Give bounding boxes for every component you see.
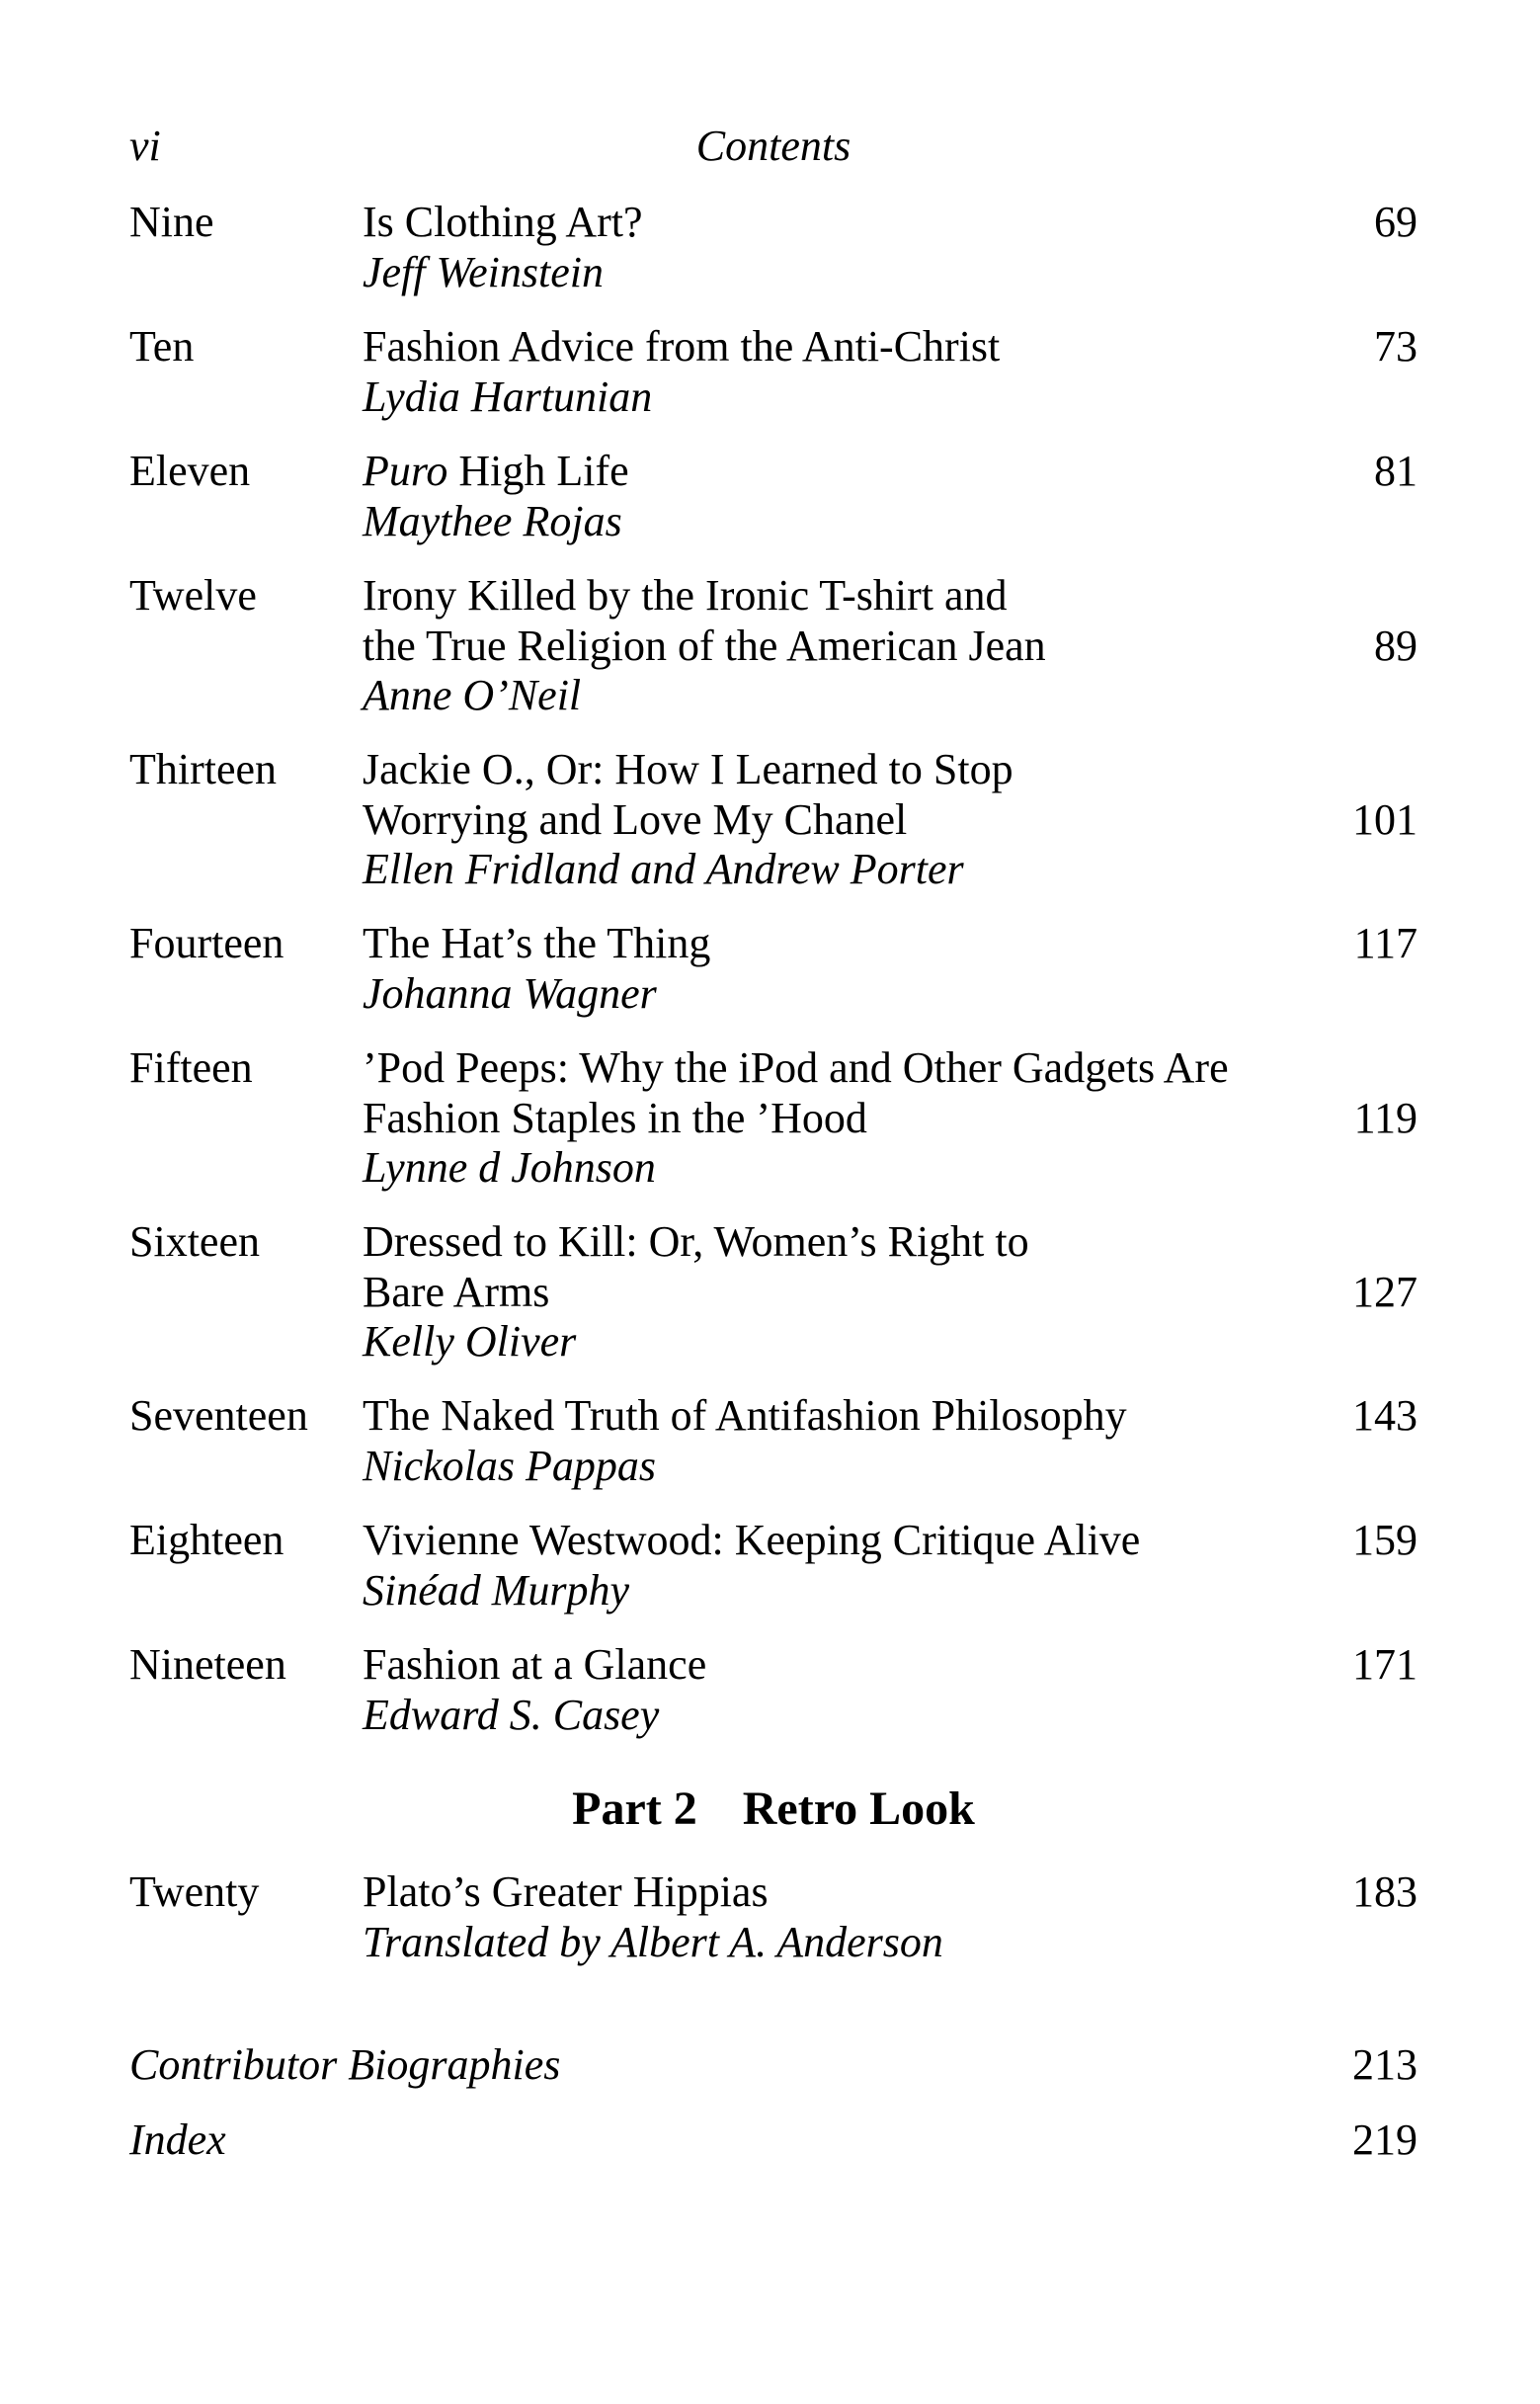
chapter-number: Twenty [129, 1867, 260, 1916]
chapter-number: Nineteen [129, 1640, 286, 1689]
chapter-title: Vivienne Westwood: Keeping Critique Alive [363, 1516, 1141, 1564]
entry-body [363, 571, 1311, 721]
page-header [129, 117, 1418, 176]
entry-body [363, 198, 1311, 297]
chapter-number: Fifteen [129, 1043, 253, 1092]
chapter-title: Plato’s Greater Hippias [363, 1867, 769, 1916]
backmatter-entry-index[interactable] [129, 2114, 1418, 2167]
page-number: 213 [1352, 2040, 1418, 2089]
chapter-author: Edward S. Casey [363, 1690, 660, 1739]
toc-entry[interactable] [129, 571, 1418, 729]
chapter-author: Ellen Fridland and Andrew Porter [363, 845, 964, 893]
backmatter-label: Contributor Biographies [129, 2040, 561, 2089]
chapter-title-rest: High Life [447, 447, 629, 495]
chapter-author: Anne O’Neil [363, 671, 582, 719]
chapter-title: The Hat’s the Thing [363, 919, 711, 967]
entry-body [363, 1043, 1311, 1194]
chapter-title-line-1: Jackie O., Or: How I Learned to Stop [363, 745, 1013, 793]
entry-body [363, 745, 1311, 895]
chapter-title: Is Clothing Art? [363, 198, 643, 246]
entry-body [363, 1217, 1311, 1368]
chapter-number: Sixteen [129, 1217, 260, 1266]
entry-body [363, 919, 1311, 1019]
chapter-title: Fashion at a Glance [363, 1640, 707, 1689]
toc-entry[interactable] [129, 1516, 1418, 1624]
toc-entry[interactable] [129, 919, 1418, 1028]
page-number: 159 [1352, 1516, 1418, 1564]
toc-entry[interactable] [129, 1043, 1418, 1202]
page-folio: vi [129, 122, 161, 170]
part-heading [129, 1780, 1418, 1839]
page-number: 101 [1352, 794, 1418, 844]
chapter-author: Sinéad Murphy [363, 1565, 630, 1615]
chapter-author: Translated by Albert A. Anderson [363, 1917, 943, 1966]
chapter-title [363, 447, 1311, 497]
entry-body [363, 1516, 1311, 1616]
toc-entry[interactable] [129, 745, 1418, 903]
chapter-author: Nickolas Pappas [363, 1441, 656, 1490]
chapter-title-line-1: Irony Killed by the Ironic T-shirt and [363, 571, 1008, 620]
entry-body [363, 1391, 1311, 1491]
chapter-author: Kelly Oliver [363, 1317, 577, 1366]
page-number: 81 [1374, 447, 1418, 495]
backmatter-label: Index [129, 2115, 226, 2164]
page-number: 73 [1374, 322, 1418, 371]
chapter-title-line-2: Bare Arms [363, 1267, 550, 1316]
page-number: 89 [1374, 621, 1418, 670]
page-number: 171 [1352, 1640, 1418, 1689]
chapter-number: Eleven [129, 447, 251, 495]
toc-entry[interactable] [129, 1391, 1418, 1500]
entry-body [363, 447, 1311, 546]
chapter-title-line-2: the True Religion of the American Jean [363, 621, 1046, 670]
page-number: 127 [1352, 1267, 1418, 1316]
entry-body [363, 1867, 1311, 1967]
chapter-title-line-1: ’Pod Peeps: Why the iPod and Other Gadgets Are [363, 1043, 1229, 1092]
backmatter-entry-contributors[interactable] [129, 2038, 1418, 2092]
part-title: Retro Look [742, 1782, 975, 1835]
chapter-number: Seventeen [129, 1391, 308, 1440]
running-title: Contents [695, 122, 851, 170]
toc-entry[interactable] [129, 322, 1418, 431]
chapter-title-line-1: Dressed to Kill: Or, Women’s Right to [363, 1217, 1029, 1266]
page-number: 219 [1352, 2115, 1418, 2164]
toc-entry[interactable] [129, 1867, 1418, 1976]
chapter-number: Eighteen [129, 1516, 284, 1564]
part-label: Part 2 [572, 1782, 697, 1835]
chapter-number: Thirteen [129, 745, 278, 793]
chapter-title: The Naked Truth of Antifashion Philosophy [363, 1391, 1127, 1440]
chapter-number: Fourteen [129, 919, 284, 967]
entry-body [363, 1640, 1311, 1740]
chapter-author: Johanna Wagner [363, 968, 657, 1018]
page-number: 183 [1352, 1867, 1418, 1916]
toc-entry[interactable] [129, 1640, 1418, 1749]
toc-entry[interactable] [129, 1217, 1418, 1375]
chapter-number: Twelve [129, 571, 257, 620]
chapter-number: Nine [129, 198, 214, 246]
chapter-author: Lydia Hartunian [363, 372, 653, 421]
toc-entry[interactable] [129, 198, 1418, 306]
chapter-title-line-2: Worrying and Love My Chanel [363, 794, 908, 844]
chapter-number: Ten [129, 322, 195, 371]
page-number: 117 [1353, 919, 1418, 967]
page-number: 119 [1353, 1093, 1418, 1142]
chapter-author: Jeff Weinstein [363, 247, 604, 296]
chapter-title: Fashion Advice from the Anti-Christ [363, 322, 1001, 371]
toc-entry[interactable] [129, 447, 1418, 555]
chapter-title-line-2: Fashion Staples in the ’Hood [363, 1093, 867, 1142]
chapter-author: Lynne d Johnson [363, 1143, 656, 1192]
chapter-author: Maythee Rojas [363, 496, 622, 545]
entry-body [363, 322, 1311, 422]
page-number: 143 [1352, 1391, 1418, 1440]
page-number: 69 [1374, 198, 1418, 246]
chapter-title-italic: Puro [363, 447, 448, 495]
